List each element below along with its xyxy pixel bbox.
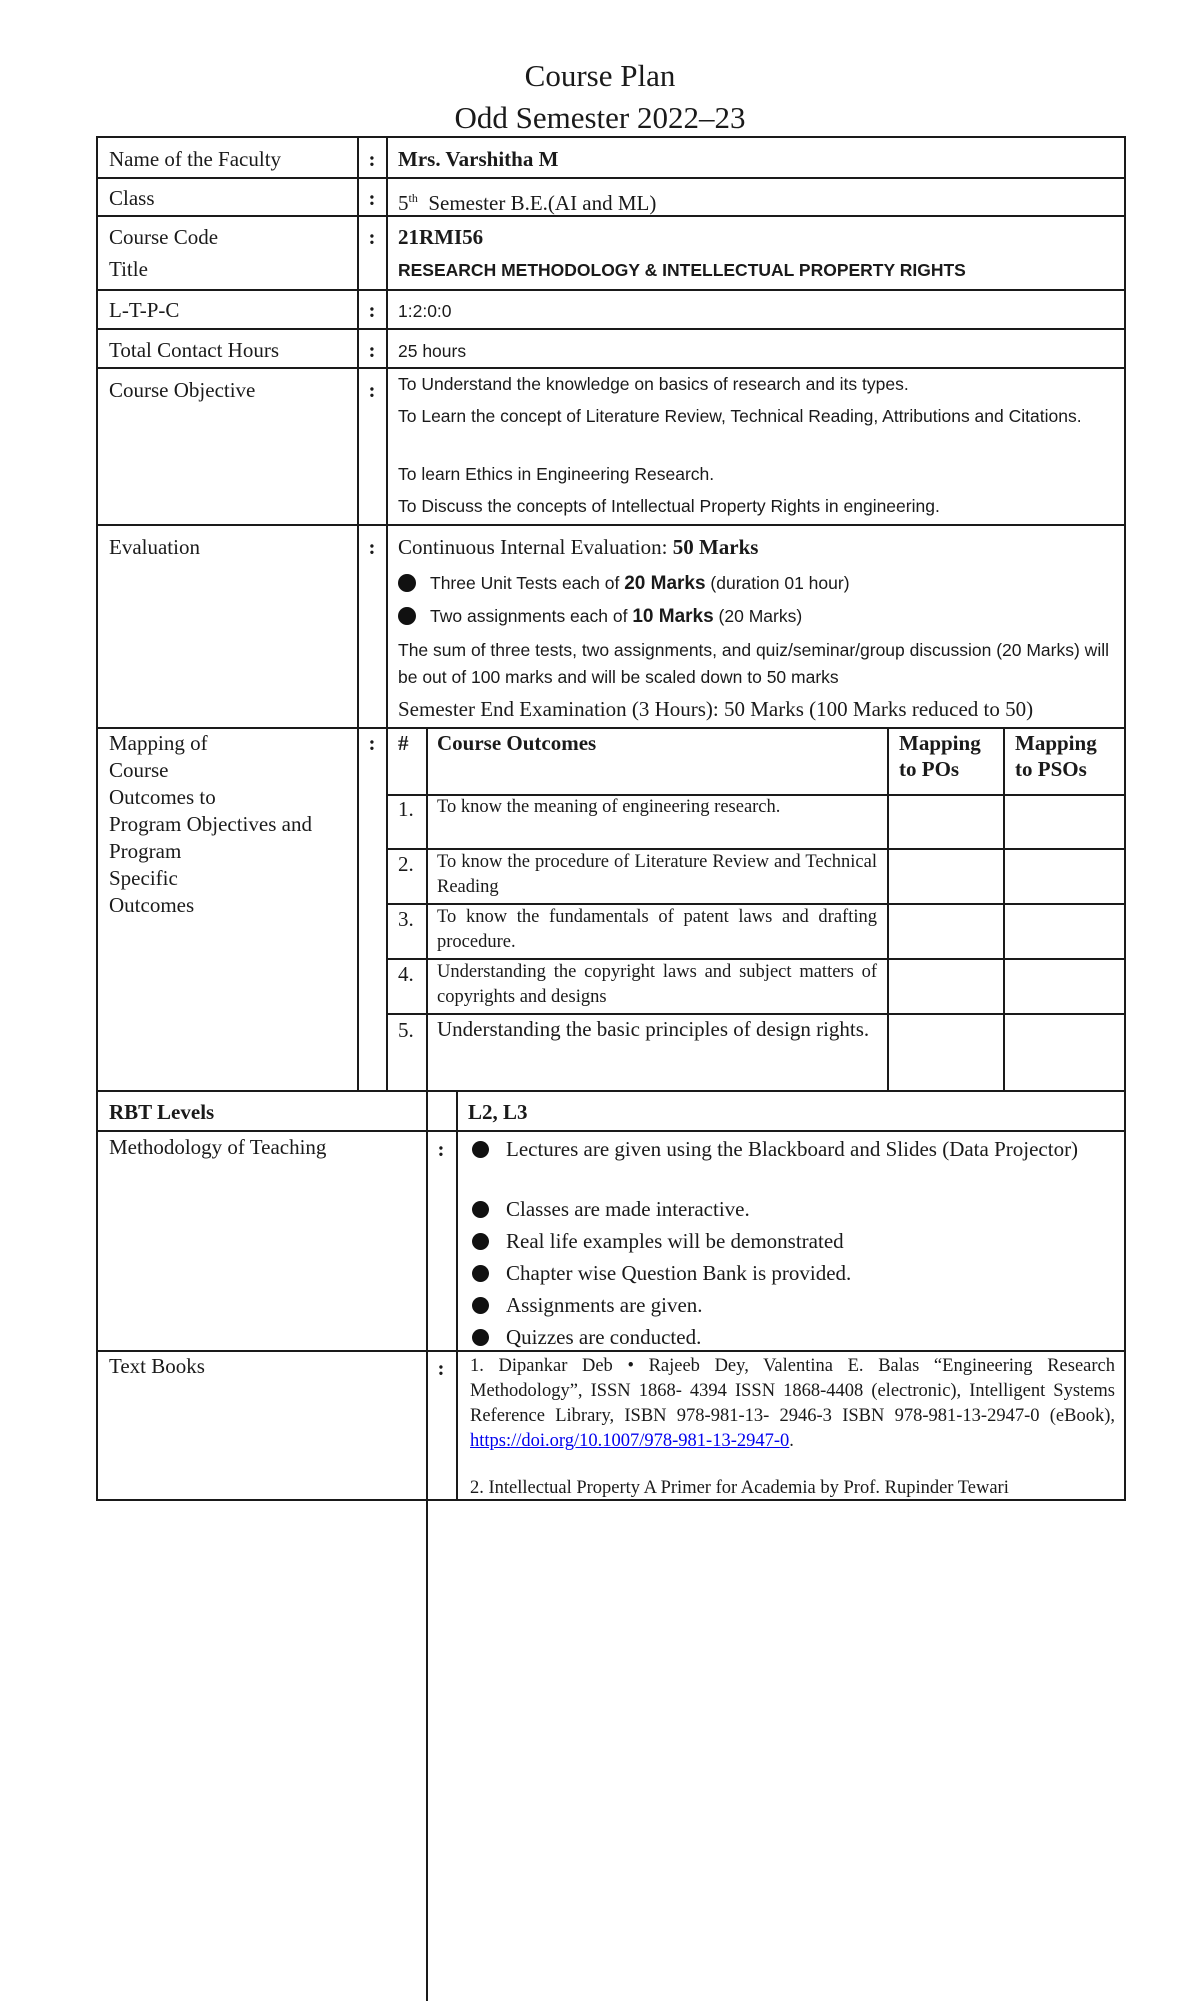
contact-hours-value: 25 hours xyxy=(398,341,467,361)
outcome-text: Understanding the basic principles of design rights. xyxy=(437,1017,870,1041)
mapping-pso-header: Mapping to PSOs xyxy=(1015,731,1097,781)
course-outcomes-header: Course Outcomes xyxy=(437,731,597,755)
colon-separator: : xyxy=(368,147,376,171)
bullet-icon xyxy=(472,1201,489,1218)
objective-item: To learn Ethics in Engineering Research. xyxy=(398,464,715,484)
objective-item: To Understand the knowledge on basics of research and its types. xyxy=(398,374,909,394)
rbt-levels-value: L2, L3 xyxy=(468,1100,528,1124)
outcome-number: 2. xyxy=(398,852,414,876)
outcome-text: To know the fundamentals of patent laws and drafting procedure. xyxy=(437,907,877,952)
cie-marks: 50 Marks xyxy=(672,535,759,559)
mapping-po-header: Mapping to POs xyxy=(899,731,981,781)
class-semester-number: 5 xyxy=(398,191,409,215)
methodology-item: Quizzes are conducted. xyxy=(472,1323,1114,1351)
cie-text: Continuous Internal Evaluation: xyxy=(398,535,673,559)
text-books-label: Text Books xyxy=(109,1354,205,1378)
colon-separator: : xyxy=(368,338,376,362)
title-label: Title xyxy=(109,257,148,281)
bullet-icon xyxy=(472,1297,489,1314)
outcome-number: 4. xyxy=(398,962,414,986)
evaluation-bullet: Three Unit Tests each of 20 Marks (duration 01 hour) xyxy=(398,570,850,597)
methodology-item: Assignments are given. xyxy=(472,1291,1114,1319)
colon-separator: : xyxy=(368,535,376,559)
outcome-text: To know the meaning of engineering research. xyxy=(437,797,781,817)
colon-separator: : xyxy=(368,186,376,210)
colon-separator: : xyxy=(368,298,376,322)
outcome-text: Understanding the copyright laws and subject matters of copyrights and designs xyxy=(437,962,877,1007)
contact-hours-label: Total Contact Hours xyxy=(109,338,279,362)
class-semester-text: Semester B.E.(AI and ML) xyxy=(428,191,657,215)
faculty-label: Name of the Faculty xyxy=(109,147,282,171)
ltpc-value: 1:2:0:0 xyxy=(398,301,452,321)
colon-separator: : xyxy=(437,1356,445,1380)
colon-separator: : xyxy=(368,225,376,249)
objective-item: To Learn the concept of Literature Review, Technical Reading, Attributions and Citations. xyxy=(398,406,1082,426)
mapping-label: Mapping of Course Outcomes to Program Objectives and Program Specific Outcomes xyxy=(109,731,312,917)
course-plan-table xyxy=(96,136,1126,1501)
methodology-item: Classes are made interactive. xyxy=(472,1195,1114,1223)
course-title-value: RESEARCH METHODOLOGY & INTELLECTUAL PROPERTY RIGHTS xyxy=(398,260,966,280)
bullet-icon xyxy=(472,1329,489,1346)
bullet-icon xyxy=(472,1141,489,1158)
class-value xyxy=(398,185,656,216)
colon-separator: : xyxy=(368,378,376,402)
course-objective-label: Course Objective xyxy=(109,378,256,402)
cie-line xyxy=(398,534,758,560)
bullet-icon xyxy=(398,607,416,625)
bullet-icon xyxy=(398,574,416,592)
methodology-label: Methodology of Teaching xyxy=(109,1135,327,1159)
course-code-value: 21RMI56 xyxy=(398,225,484,249)
outcome-number: 5. xyxy=(398,1018,414,1042)
text-book-2: 2. Intellectual Property A Primer for Academia by Prof. Rupinder Tewari xyxy=(470,1478,1009,1498)
outcome-number-header: # xyxy=(398,731,409,755)
rbt-levels-label: RBT Levels xyxy=(109,1100,215,1124)
bullet-icon xyxy=(472,1265,489,1282)
doi-link[interactable]: https://doi.org/10.1007/978-981-13-2947-0 xyxy=(470,1431,790,1451)
page-title: Course Plan xyxy=(524,58,676,93)
evaluation-bullet: Two assignments each of 10 Marks (20 Marks) xyxy=(398,603,802,630)
outcome-number: 3. xyxy=(398,907,414,931)
methodology-item: Real life examples will be demonstrated xyxy=(472,1227,1114,1255)
class-ordinal-suffix: th xyxy=(408,191,418,205)
course-code-label: Course Code xyxy=(109,225,219,249)
colon-separator: : xyxy=(368,731,376,755)
colon-separator: : xyxy=(437,1137,445,1161)
outcome-number: 1. xyxy=(398,797,414,821)
bullet-icon xyxy=(472,1233,489,1250)
faculty-name: Mrs. Varshitha M xyxy=(398,147,559,171)
text-book-1: 1. Dipankar Deb • Rajeeb Dey, Valentina E. Balas “Engineering Research Methodology”, ISSN 1868- 4394 ISSN 1868-4408 (electronic), Intelligent Systems Reference Library, ISBN 978-981-13- 2946-3 ISBN 978-981-13-2947-0 (eBook), https://doi.org/10.1007/978-981-13-2947-0. xyxy=(470,1356,1115,1451)
class-label: Class xyxy=(109,186,155,210)
outcome-text: To know the procedure of Literature Review and Technical Reading xyxy=(437,852,877,897)
ltpc-label: L-T-P-C xyxy=(109,298,180,322)
page-subtitle: Odd Semester 2022–23 xyxy=(454,100,746,135)
see-line: Semester End Examination (3 Hours): 50 Marks (100 Marks reduced to 50) xyxy=(398,697,1034,721)
evaluation-label: Evaluation xyxy=(109,535,200,559)
methodology-item: Lectures are given using the Blackboard and Slides (Data Projector) xyxy=(472,1135,1114,1163)
methodology-item: Chapter wise Question Bank is provided. xyxy=(472,1259,1114,1287)
objective-item: To Discuss the concepts of Intellectual Property Rights in engineering. xyxy=(398,496,940,516)
evaluation-note: The sum of three tests, two assignments, and quiz/seminar/group discussion (20 Marks) will be out of 100 marks and will be scaled down to 50 marks xyxy=(398,640,1109,687)
